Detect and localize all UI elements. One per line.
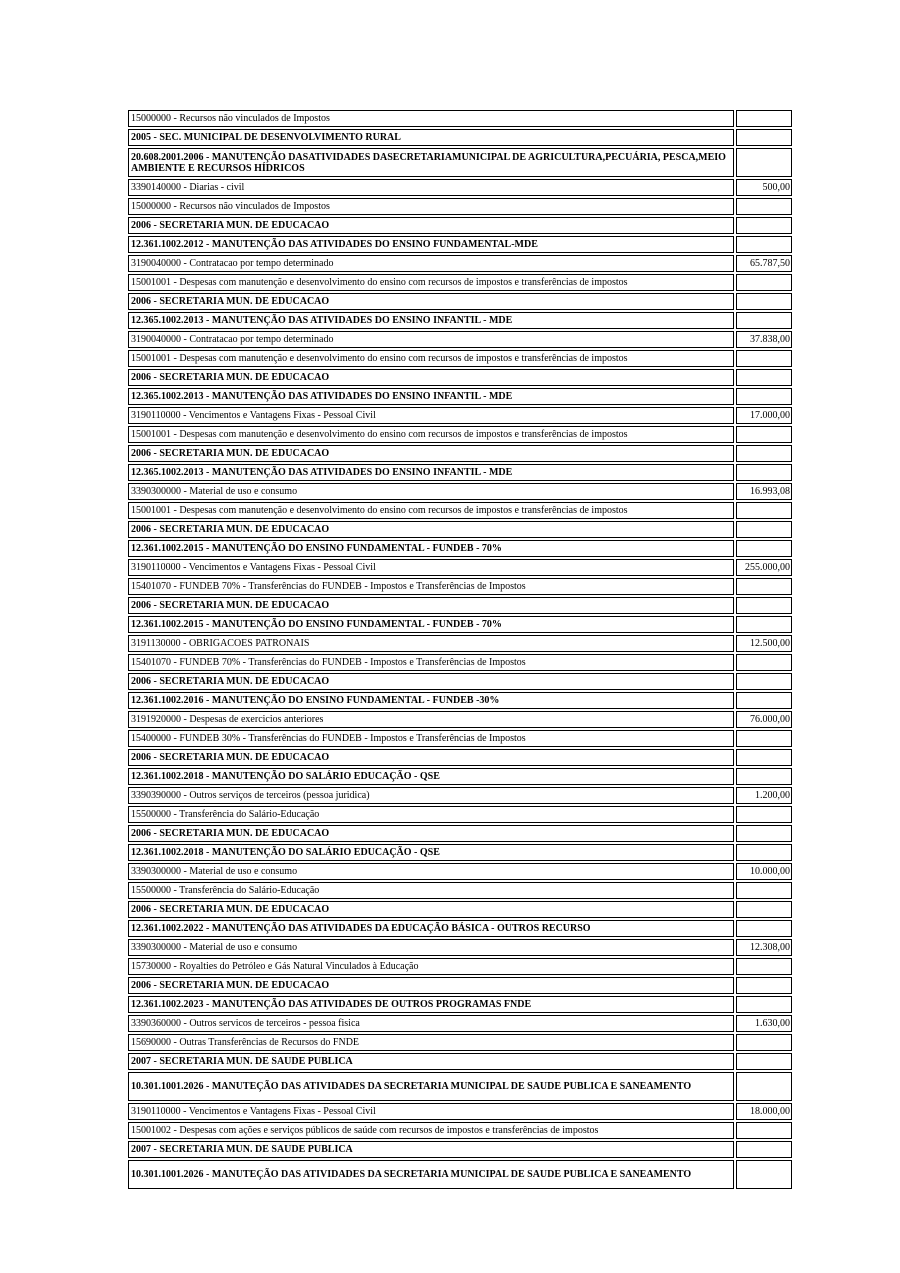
row-description: 12.361.1002.2016 - MANUTENÇÃO DO ENSINO FUNDAMENTAL - FUNDEB -30% — [128, 692, 734, 709]
table-row — [128, 882, 792, 899]
row-description: 15001002 - Despesas com ações e serviços públicos de saúde com recursos de impostos e transferências de impostos — [128, 1122, 734, 1139]
row-value — [736, 1053, 792, 1070]
row-value — [736, 502, 792, 519]
heading-row — [128, 825, 792, 842]
row-value — [736, 673, 792, 690]
row-description: 12.361.1002.2015 - MANUTENÇÃO DO ENSINO FUNDAMENTAL - FUNDEB - 70% — [128, 540, 734, 557]
row-description: 3190110000 - Vencimentos e Vantagens Fixas - Pessoal Civil — [128, 1103, 734, 1120]
heading-row — [128, 388, 792, 405]
row-description: 15400000 - FUNDEB 30% - Transferências do FUNDEB - Impostos e Transferências de Impostos — [128, 730, 734, 747]
heading-row — [128, 1141, 792, 1158]
row-value — [736, 426, 792, 443]
row-description: 3191130000 - OBRIGACOES PATRONAIS — [128, 635, 734, 652]
heading-row — [128, 597, 792, 614]
row-value — [736, 110, 792, 127]
heading-row — [128, 445, 792, 462]
row-description: 2006 - SECRETARIA MUN. DE EDUCACAO — [128, 217, 734, 234]
row-description: 15001001 - Despesas com manutenção e desenvolvimento do ensino com recursos de impostos e transferências de impostos — [128, 274, 734, 291]
heading-row — [128, 844, 792, 861]
table-row — [128, 863, 792, 880]
table-row — [128, 179, 792, 196]
row-value — [736, 312, 792, 329]
heading-row — [128, 129, 792, 146]
table-row — [128, 806, 792, 823]
budget-table-body — [128, 110, 792, 1189]
row-value: 255.000,00 — [736, 559, 792, 576]
row-description: 2006 - SECRETARIA MUN. DE EDUCACAO — [128, 673, 734, 690]
row-description: 3390300000 - Material de uso e consumo — [128, 483, 734, 500]
row-description: 15401070 - FUNDEB 70% - Transferências do FUNDEB - Impostos e Transferências de Impostos — [128, 654, 734, 671]
row-value — [736, 1122, 792, 1139]
row-value — [736, 920, 792, 937]
row-value: 10.000,00 — [736, 863, 792, 880]
row-description: 15000000 - Recursos não vinculados de Impostos — [128, 110, 734, 127]
table-row — [128, 787, 792, 804]
row-description: 3190110000 - Vencimentos e Vantagens Fixas - Pessoal Civil — [128, 559, 734, 576]
row-value — [736, 217, 792, 234]
heading-row — [128, 1160, 792, 1189]
row-value — [736, 749, 792, 766]
heading-row — [128, 217, 792, 234]
row-description: 15500000 - Transferência do Salário-Educação — [128, 806, 734, 823]
table-row — [128, 730, 792, 747]
row-description: 15500000 - Transferência do Salário-Educação — [128, 882, 734, 899]
heading-row — [128, 293, 792, 310]
row-description: 3390360000 - Outros servicos de terceiros - pessoa fisica — [128, 1015, 734, 1032]
row-value: 12.500,00 — [736, 635, 792, 652]
row-description: 2007 - SECRETARIA MUN. DE SAUDE PUBLICA — [128, 1053, 734, 1070]
row-value — [736, 464, 792, 481]
row-value — [736, 958, 792, 975]
row-value — [736, 806, 792, 823]
heading-row — [128, 148, 792, 177]
heading-row — [128, 901, 792, 918]
row-value — [736, 977, 792, 994]
row-description: 2006 - SECRETARIA MUN. DE EDUCACAO — [128, 825, 734, 842]
row-description: 3390390000 - Outros serviços de terceiros (pessoa juridica) — [128, 787, 734, 804]
table-row — [128, 635, 792, 652]
row-description: 12.365.1002.2013 - MANUTENÇÃO DAS ATIVIDADES DO ENSINO INFANTIL - MDE — [128, 464, 734, 481]
row-description: 15000000 - Recursos não vinculados de Impostos — [128, 198, 734, 215]
row-description: 2006 - SECRETARIA MUN. DE EDUCACAO — [128, 749, 734, 766]
row-description: 2005 - SEC. MUNICIPAL DE DESENVOLVIMENTO RURAL — [128, 129, 734, 146]
heading-row — [128, 673, 792, 690]
row-value — [736, 768, 792, 785]
row-description: 12.361.1002.2012 - MANUTENÇÃO DAS ATIVIDADES DO ENSINO FUNDAMENTAL-MDE — [128, 236, 734, 253]
table-row — [128, 110, 792, 127]
heading-row — [128, 464, 792, 481]
row-value — [736, 654, 792, 671]
row-description: 2006 - SECRETARIA MUN. DE EDUCACAO — [128, 597, 734, 614]
heading-row — [128, 996, 792, 1013]
table-row — [128, 483, 792, 500]
table-row — [128, 255, 792, 272]
row-value: 37.838,00 — [736, 331, 792, 348]
row-value — [736, 1034, 792, 1051]
row-description: 3190040000 - Contratacao por tempo determinado — [128, 255, 734, 272]
row-value — [736, 616, 792, 633]
heading-row — [128, 692, 792, 709]
table-row — [128, 331, 792, 348]
row-description: 12.361.1002.2022 - MANUTENÇÃO DAS ATIVIDADES DA EDUCAÇÃO BÁSICA - OUTROS RECURSO — [128, 920, 734, 937]
row-value: 12.308,00 — [736, 939, 792, 956]
row-description: 3190040000 - Contratacao por tempo determinado — [128, 331, 734, 348]
heading-row — [128, 1072, 792, 1101]
row-description: 2007 - SECRETARIA MUN. DE SAUDE PUBLICA — [128, 1141, 734, 1158]
row-value — [736, 293, 792, 310]
row-value — [736, 825, 792, 842]
row-value: 17.000,00 — [736, 407, 792, 424]
row-description: 3390140000 - Diarias - civil — [128, 179, 734, 196]
row-description: 15001001 - Despesas com manutenção e desenvolvimento do ensino com recursos de impostos e transferências de impostos — [128, 426, 734, 443]
heading-row — [128, 616, 792, 633]
row-value — [736, 1160, 792, 1189]
table-row — [128, 350, 792, 367]
row-value — [736, 521, 792, 538]
row-value — [736, 129, 792, 146]
row-description: 12.365.1002.2013 - MANUTENÇÃO DAS ATIVIDADES DO ENSINO INFANTIL - MDE — [128, 388, 734, 405]
row-value: 16.993,08 — [736, 483, 792, 500]
row-value: 500,00 — [736, 179, 792, 196]
row-value: 18.000,00 — [736, 1103, 792, 1120]
row-description: 10.301.1001.2026 - MANUTEÇÃO DAS ATIVIDADES DA SECRETARIA MUNICIPAL DE SAUDE PUBLICA E SANEAMENTO — [128, 1160, 734, 1189]
row-value — [736, 578, 792, 595]
table-row — [128, 502, 792, 519]
row-value — [736, 844, 792, 861]
row-description: 3390300000 - Material de uso e consumo — [128, 939, 734, 956]
row-value — [736, 996, 792, 1013]
row-description: 12.361.1002.2023 - MANUTENÇÃO DAS ATIVIDADES DE OUTROS PROGRAMAS FNDE — [128, 996, 734, 1013]
row-description: 10.301.1001.2026 - MANUTEÇÃO DAS ATIVIDADES DA SECRETARIA MUNICIPAL DE SAUDE PUBLICA E SANEAMENTO — [128, 1072, 734, 1101]
row-description: 2006 - SECRETARIA MUN. DE EDUCACAO — [128, 977, 734, 994]
row-value — [736, 1141, 792, 1158]
table-row — [128, 958, 792, 975]
row-description: 3190110000 - Vencimentos e Vantagens Fixas - Pessoal Civil — [128, 407, 734, 424]
budget-table — [126, 108, 794, 1191]
row-description: 15001001 - Despesas com manutenção e desenvolvimento do ensino com recursos de impostos e transferências de impostos — [128, 350, 734, 367]
row-value — [736, 540, 792, 557]
table-row — [128, 1103, 792, 1120]
table-row — [128, 1122, 792, 1139]
table-row — [128, 198, 792, 215]
row-description: 12.365.1002.2013 - MANUTENÇÃO DAS ATIVIDADES DO ENSINO INFANTIL - MDE — [128, 312, 734, 329]
row-value — [736, 882, 792, 899]
row-value: 65.787,50 — [736, 255, 792, 272]
row-value — [736, 445, 792, 462]
row-description: 12.361.1002.2018 - MANUTENÇÃO DO SALÁRIO EDUCAÇÃO - QSE — [128, 768, 734, 785]
heading-row — [128, 369, 792, 386]
table-row — [128, 274, 792, 291]
row-description: 2006 - SECRETARIA MUN. DE EDUCACAO — [128, 901, 734, 918]
heading-row — [128, 1053, 792, 1070]
row-value — [736, 901, 792, 918]
row-value — [736, 1072, 792, 1101]
row-value — [736, 274, 792, 291]
row-value: 1.630,00 — [736, 1015, 792, 1032]
row-value — [736, 388, 792, 405]
row-description: 2006 - SECRETARIA MUN. DE EDUCACAO — [128, 369, 734, 386]
table-row — [128, 559, 792, 576]
row-value — [736, 730, 792, 747]
row-description: 15001001 - Despesas com manutenção e desenvolvimento do ensino com recursos de impostos e transferências de impostos — [128, 502, 734, 519]
table-row — [128, 1034, 792, 1051]
row-value — [736, 692, 792, 709]
heading-row — [128, 312, 792, 329]
row-value — [736, 148, 792, 177]
row-description: 3191920000 - Despesas de exercicios anteriores — [128, 711, 734, 728]
heading-row — [128, 768, 792, 785]
table-row — [128, 578, 792, 595]
table-row — [128, 654, 792, 671]
table-row — [128, 1015, 792, 1032]
row-value — [736, 198, 792, 215]
table-row — [128, 939, 792, 956]
row-description: 3390300000 - Material de uso e consumo — [128, 863, 734, 880]
row-value — [736, 369, 792, 386]
row-description: 12.361.1002.2015 - MANUTENÇÃO DO ENSINO FUNDAMENTAL - FUNDEB - 70% — [128, 616, 734, 633]
heading-row — [128, 236, 792, 253]
row-description: 15401070 - FUNDEB 70% - Transferências do FUNDEB - Impostos e Transferências de Impostos — [128, 578, 734, 595]
row-description: 2006 - SECRETARIA MUN. DE EDUCACAO — [128, 293, 734, 310]
row-description: 12.361.1002.2018 - MANUTENÇÃO DO SALÁRIO EDUCAÇÃO - QSE — [128, 844, 734, 861]
row-description: 2006 - SECRETARIA MUN. DE EDUCACAO — [128, 445, 734, 462]
row-description: 2006 - SECRETARIA MUN. DE EDUCACAO — [128, 521, 734, 538]
heading-row — [128, 540, 792, 557]
row-value — [736, 350, 792, 367]
table-row — [128, 426, 792, 443]
heading-row — [128, 749, 792, 766]
heading-row — [128, 521, 792, 538]
row-description: 20.608.2001.2006 - MANUTENÇÃO DASATIVIDADES DASECRETARIAMUNICIPAL DE AGRICULTURA,PECUÁRIA, PESCA,MEIO AMBIENTE E RECURSOS HÍDRICOS — [128, 148, 734, 177]
row-value: 76.000,00 — [736, 711, 792, 728]
row-description: 15730000 - Royalties do Petróleo e Gás Natural Vinculados à Educação — [128, 958, 734, 975]
row-value: 1.200,00 — [736, 787, 792, 804]
table-row — [128, 711, 792, 728]
heading-row — [128, 920, 792, 937]
heading-row — [128, 977, 792, 994]
table-row — [128, 407, 792, 424]
row-value — [736, 236, 792, 253]
row-description: 15690000 - Outras Transferências de Recursos do FNDE — [128, 1034, 734, 1051]
row-value — [736, 597, 792, 614]
